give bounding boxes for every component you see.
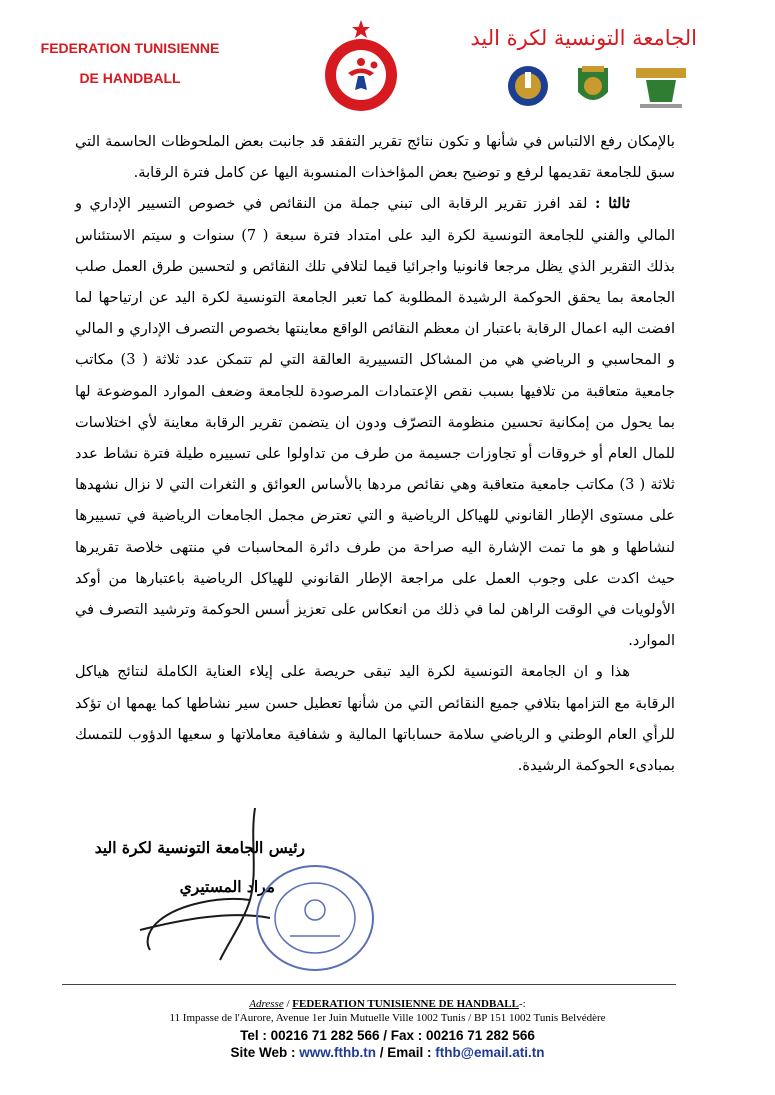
sports-association-logo-icon [570, 62, 616, 110]
footer-address-line: 11 Impasse de l'Aurore, Avenue 1er Juin Mutuelle Ville 1002 Tunis / BP 151 1002 Tunis Belvédère [169, 1012, 606, 1024]
federation-name-french-line2: DE HANDBALL [79, 70, 181, 86]
footer-divider [62, 984, 676, 985]
website-link[interactable]: www.fthb.tn [299, 1045, 377, 1060]
address-label: Adresse [249, 998, 284, 1010]
email-prefix: / Email : [376, 1045, 436, 1060]
federation-logo-icon [318, 18, 404, 114]
email-link[interactable]: fthb@email.ati.tn [435, 1045, 545, 1060]
handball-union-logo-icon [632, 62, 690, 110]
paragraph-3: هذا و ان الجامعة التونسية لكرة اليد تبقى حريصة على إيلاء العناية الكاملة لنتائج هياكل الرقابة مع التزامها بتلافي جميع النقائص التي من شأنها تعطيل حسن سير نشاطها كما يهمها ان تؤكد للرأي العام الوطني و الرياضي سلامة حساباتها المالية و شفافية معاملاتها و سعيها الدؤوب للتمسك بمبادىء الحوكمة الرشيدة. [75, 663, 675, 775]
paragraph-2 [75, 188, 675, 656]
paragraph-1: بالإمكان رفع الالتباس في شأنها و تكون نتائج تقرير التفقد قد جانبت بعض الملحوظات الحاسمة التي سبق للجامعة تقديمها لرفع و توضيح بعض المؤاخذات المنسوبة اليها عن كامل فترة الرقابة. [75, 133, 675, 182]
address-organisation: FEDERATION TUNISIENNE DE HANDBALL [292, 998, 519, 1010]
footer-web-email [0, 1045, 775, 1060]
olympic-committee-logo-icon [505, 62, 551, 110]
letter-body [75, 126, 675, 781]
section-label: ثالثا : [594, 195, 631, 213]
federation-name-french-line1: FEDERATION TUNISIENNE [40, 40, 220, 56]
signatory-name: مراد المستيري [179, 877, 275, 896]
official-stamp-icon [250, 858, 380, 978]
footer-phone-fax: Tel : 00216 71 282 566 / Fax : 00216 71 282 566 [240, 1028, 535, 1043]
paragraph-2-text: لقد افرز تقرير الرقابة الى تبني جملة من النقائص في خصوص التسيير الإداري و المالي والفني للجامعة التونسية لكرة اليد على امتداد فترة سبعة ( 7) سنوات و سيتم الاستئناس بذلك التقرير الذي يظل مرجعا قانونيا واجرائيا قيما لتلافي تلك النقائص و لتحسين طرق العمل صلب الجامعة بما يحقق الحوكمة الرشيدة المطلوبة كما تعبر الجامعة التونسية لكرة اليد عن ارتياحها لما افضت اليه اعمال الرقابة باعتبار ان معظم النقائص الواقع معاينتها بخصوص التصرف الإداري و المالي و المحاسبي و الرياضي هي من المشاكل التسييرية العالقة التي لم تتمكن عدد ثلاثة ( 3) مكاتب جامعية متعاقبة من تلافيها بسبب نقص الإعتمادات المرصودة للجامعة وضعف الموارد الموضوعة لها بما يحول من إمكانية تحسين منظومة التصرّف ودون ان يتضمن تقرير الرقابة معاينة لأي اختلاسات للمال العام أو خروقات أو تجاوزات جسيمة من طرف من تداولوا على تسييره طيلة فترة نشاط عدد ثلاثة ( 3) مكاتب جامعية متعاقبة وهي نقائص مردها بالأساس العوائق و الثغرات التي لا نزال نشهدها على مستوى الإطار القانوني للهياكل الرياضية و التي تعترض مجمل الجامعات الرياضية في تسييرها لنشاطها و هو ما تمت الإشارة اليه صراحة من طرف دائرة المحاسبات في منتهى خلاصة تقريرها حيث اكدت على وجوب العمل على مراجعة الإطار القانوني للهياكل الرياضية باعتبارها من أوكد الأولويات في الوقت الراهن لما في ذلك من انعكاس على تعزيز أسس الحوكمة وترشيد التصرف في الموارد. [75, 195, 675, 650]
federation-name-arabic: الجامعة التونسية لكرة اليد [470, 26, 697, 50]
site-prefix: Site Web : [230, 1045, 300, 1060]
footer-address-heading: Adresse / FEDERATION TUNISIENNE DE HANDBALL-: [249, 998, 526, 1010]
signatory-title: رئيس الجامعة التونسية لكرة اليد [94, 838, 305, 857]
